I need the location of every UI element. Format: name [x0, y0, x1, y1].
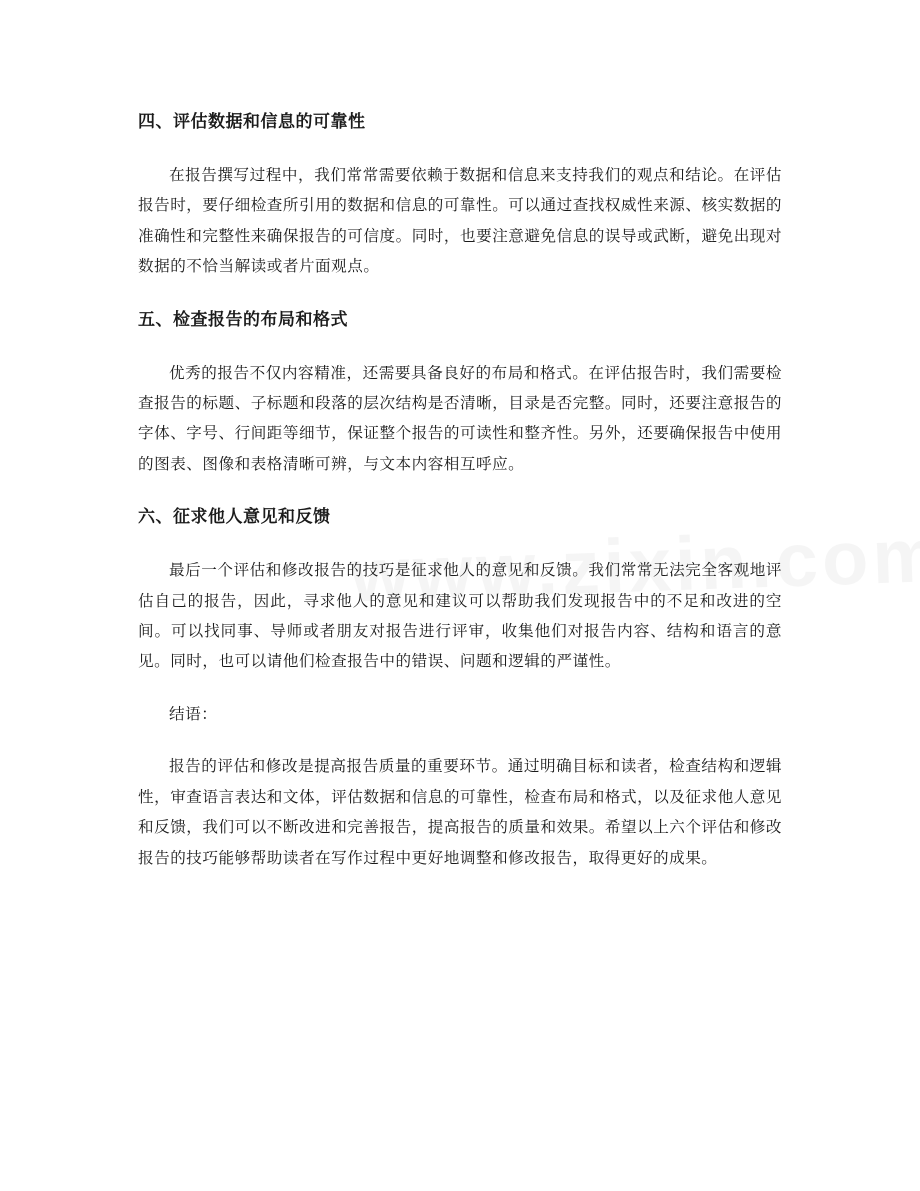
conclusion-paragraph: 报告的评估和修改是提高报告质量的重要环节。通过明确目标和读者，检查结构和逻辑性，审查语言表达和文体，评估数据和信息的可靠性，检查布局和格式，以及征求他人意见和反馈，我们可以不断改进和完善报告，提高报告的质量和效果。希望以上六个评估和修改报告的技巧能够帮助读者在写作过程中更好地调整和修改报告，取得更好的成果。 — [138, 757, 782, 867]
section-heading: 五、检查报告的布局和格式 — [138, 309, 348, 330]
section-heading: 六、征求他人意见和反馈 — [138, 507, 331, 528]
section-paragraph: 在报告撰写过程中，我们常常需要依赖于数据和信息来支持我们的观点和结论。在评估报告时，要仔细检查所引用的数据和信息的可靠性。可以通过查找权威性来源、核实数据的准确性和完整性来确保报告的可信度。同时，也要注意避免信息的误导或武断，避免出现对数据的不恰当解读或者片面观点。 — [138, 166, 782, 276]
conclusion-label: 结语： — [169, 704, 218, 723]
document-body — [138, 108, 782, 897]
section-paragraph: 优秀的报告不仅内容精准，还需要具备良好的布局和格式。在评估报告时，我们需要检查报告的标题、子标题和段落的层次结构是否清晰，目录是否完整。同时，还要注意报告的字体、字号、行间距等细节，保证整个报告的可读性和整齐性。另外，还要确保报告中使用的图表、图像和表格清晰可辨，与文本内容相互呼应。 — [138, 363, 782, 473]
section-heading: 四、评估数据和信息的可靠性 — [138, 112, 366, 132]
section-paragraph: 最后一个评估和修改报告的技巧是征求他人的意见和反馈。我们常常无法完全客观地评估自己的报告，因此，寻求他人的意见和建议可以帮助我们发现报告中的不足和改进的空间。可以找同事、导师或者朋友对报告进行评审，收集他们对报告内容、结构和语言的意见。同时，也可以请他们检查报告中的错误、问题和逻辑的严谨性。 — [138, 561, 782, 671]
